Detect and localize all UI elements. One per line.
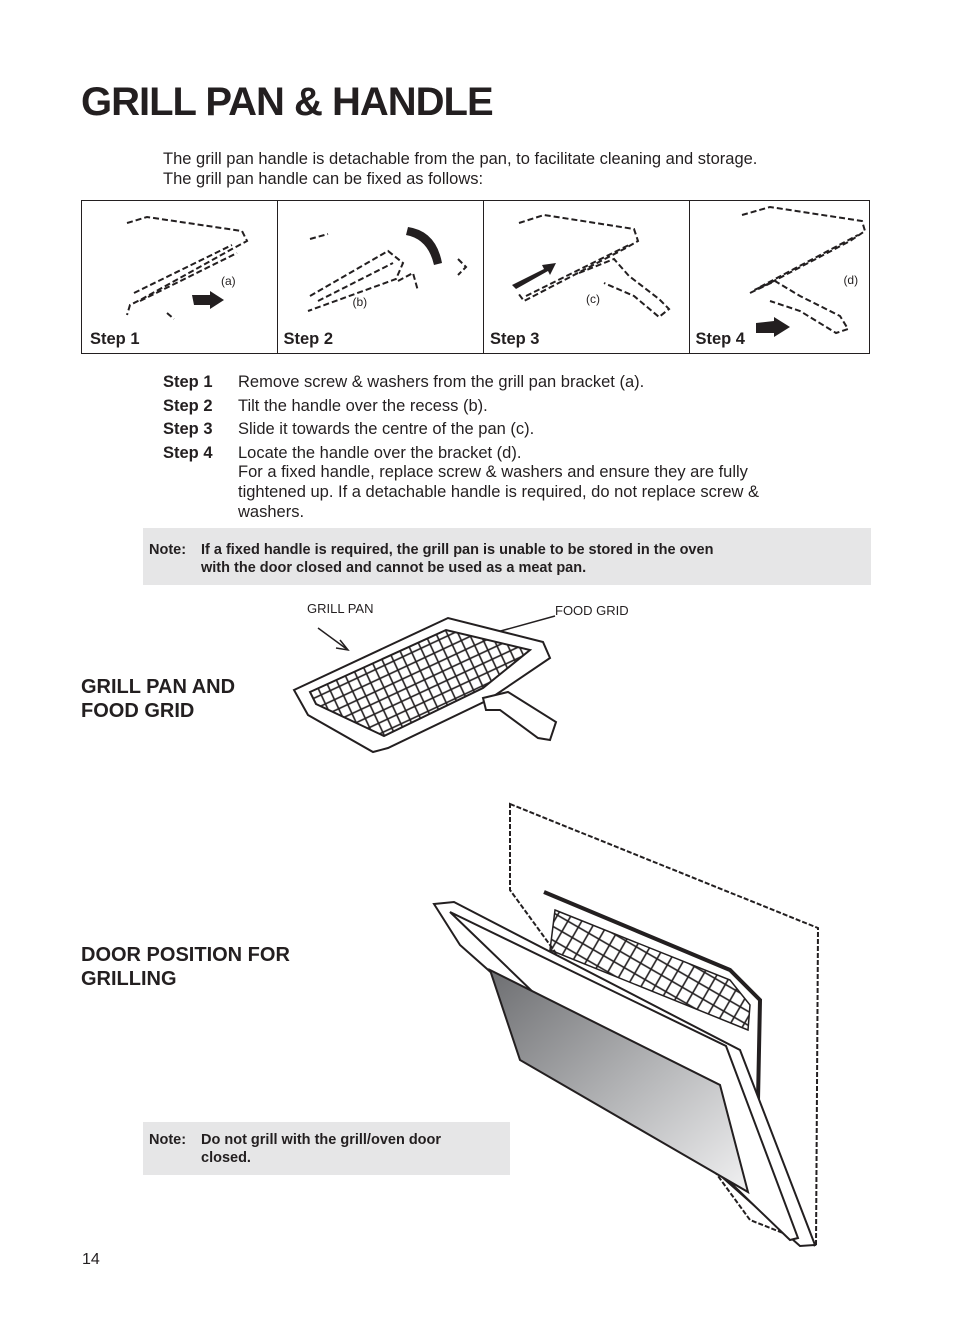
step-figure-1 — [82, 201, 278, 353]
step-name: Step 1 — [163, 373, 213, 391]
step-figure-label: Step 2 — [283, 330, 334, 348]
step-row — [163, 420, 838, 440]
figure-letter: (a) — [221, 274, 236, 288]
step-text: Tilt the handle over the recess (b). — [238, 396, 488, 415]
step-name: Step 4 — [163, 443, 213, 462]
step-name: Step 2 — [163, 396, 213, 415]
step-figure-label: Step 4 — [695, 330, 745, 348]
page-title: GRILL PAN & HANDLE — [81, 80, 493, 124]
food-grid-callout: FOOD GRID — [555, 603, 629, 618]
figure-letter: (b) — [352, 295, 368, 309]
step-figure-4 — [690, 201, 869, 353]
note-line: with the door closed and cannot be used as a meat pan. — [201, 560, 587, 576]
door-position-heading — [81, 943, 290, 991]
step-text-line: washers. — [238, 502, 305, 521]
step-text: Slide it towards the centre of the pan (c). — [238, 420, 535, 439]
step-row — [163, 397, 838, 417]
note-fixed-handle — [143, 528, 871, 585]
heading-line: FOOD GRID — [81, 700, 195, 722]
step-text-line: tightened up. If a detachable handle is required, do not replace screw & — [238, 482, 760, 501]
step-figure-2 — [278, 201, 484, 353]
arrow-icon — [192, 291, 224, 309]
heading-line: GRILL PAN AND — [81, 676, 236, 698]
heading-line: GRILLING — [81, 968, 177, 990]
note-label: Note: — [149, 1132, 187, 1148]
note-text — [201, 541, 801, 585]
figure-letter: (c) — [585, 292, 600, 306]
step-figure-label: Step 3 — [489, 330, 540, 348]
grill-pan-callout: GRILL PAN — [307, 601, 374, 616]
grill-pan-illustration — [288, 600, 628, 760]
step-text-line: Locate the handle over the bracket (d). — [238, 443, 522, 462]
step-text: Remove screw & washers from the grill pan bracket (a). — [238, 373, 645, 391]
note-line: Do not grill with the grill/oven door — [201, 1132, 442, 1148]
step-figure-label: Step 1 — [90, 330, 140, 348]
note-text — [201, 1131, 501, 1175]
step-text — [238, 444, 838, 522]
note-label: Note: — [149, 542, 187, 558]
oven-door-illustration — [430, 800, 822, 1250]
note-line: If a fixed handle is required, the grill pan is unable to be stored in the oven — [201, 542, 714, 558]
step-row — [163, 444, 838, 522]
step-name: Step 3 — [163, 420, 213, 439]
intro-paragraph — [163, 149, 863, 189]
step-figure-3 — [484, 201, 690, 353]
page-number: 14 — [82, 1251, 100, 1268]
intro-line: The grill pan handle is detachable from the pan, to facilitate cleaning and storage. — [163, 150, 758, 168]
step-row — [163, 373, 838, 393]
step-text-line: For a fixed handle, replace screw & washers and ensure they are fully — [238, 463, 748, 482]
step-figures-strip — [81, 200, 870, 354]
intro-line: The grill pan handle can be fixed as follows: — [163, 170, 484, 188]
step-instructions — [163, 373, 838, 526]
note-door-closed — [143, 1122, 510, 1175]
figure-letter: (d) — [843, 273, 859, 287]
arrow-icon — [512, 263, 556, 289]
curved-arrow-icon — [406, 227, 442, 265]
note-line: closed. — [201, 1150, 251, 1166]
grill-pan-heading — [81, 675, 235, 723]
heading-line: DOOR POSITION FOR — [81, 944, 290, 966]
arrow-icon — [756, 317, 790, 337]
